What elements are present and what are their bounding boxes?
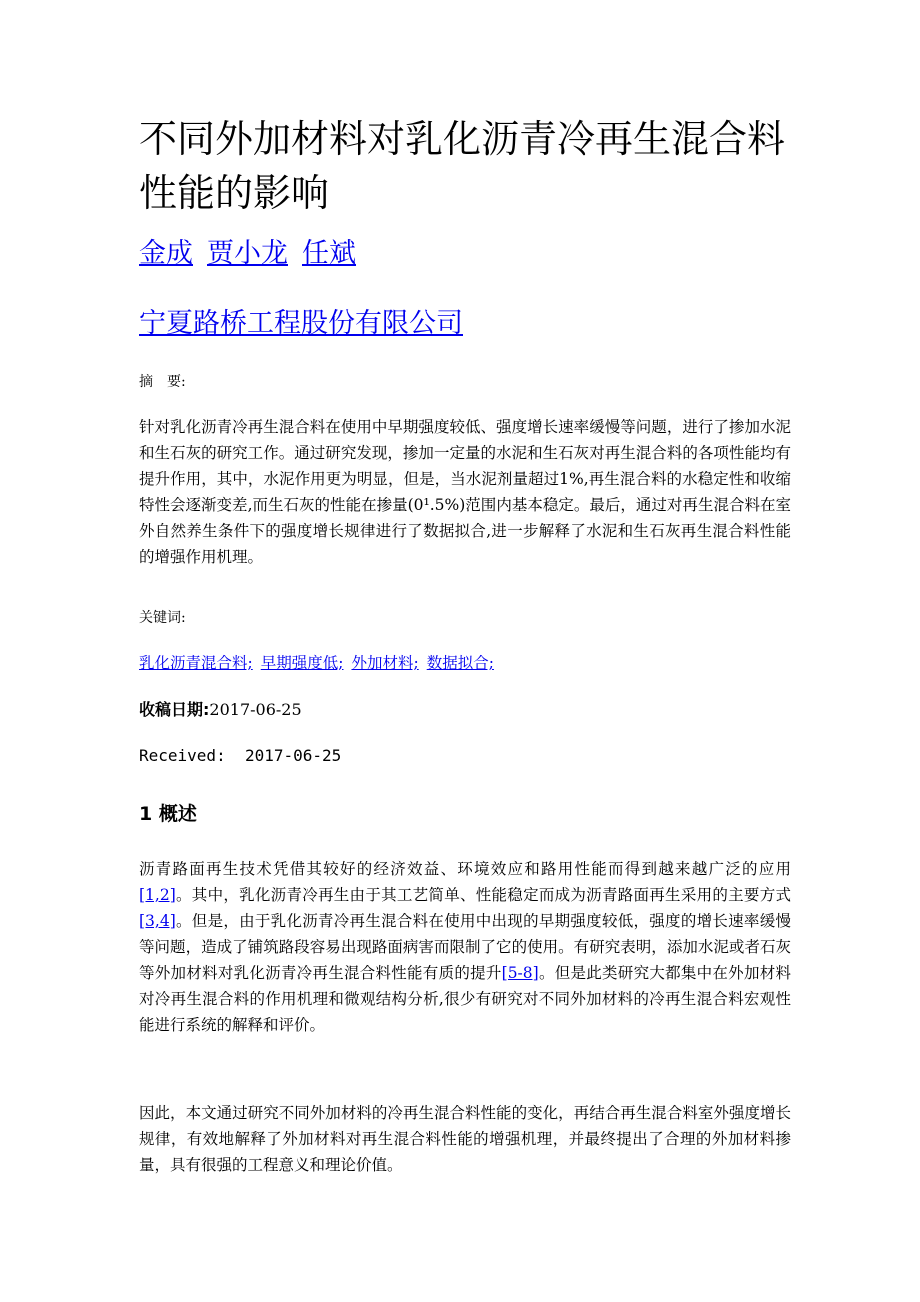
body-paragraph: [139, 856, 791, 1038]
affiliation-link[interactable]: 宁夏路桥工程股份有限公司: [139, 308, 463, 339]
section-heading: 1 概述: [139, 803, 197, 825]
received-date-cn-label: 收稿日期:: [139, 700, 210, 719]
keyword-link[interactable]: 早期强度低;: [260, 654, 344, 672]
citation-link[interactable]: [3,4]: [139, 912, 176, 930]
received-date-en: [139, 744, 341, 768]
article-title: 不同外加材料对乳化沥青冷再生混合料性能的影响: [139, 117, 786, 215]
received-date-cn-value: 2017-06-25: [209, 700, 302, 719]
keywords-label: 关键词:: [139, 610, 186, 626]
keyword-list: [139, 652, 502, 674]
body-paragraph: 因此，本文通过研究不同外加材料的冷再生混合料性能的变化，再结合再生混合料室外强度增长规律，有效地解释了外加材料对再生混合料性能的增强机理，并最终提出了合理的外加材料掺量，具有很强的工程意义和理论价值。: [139, 1104, 791, 1174]
author-list: [139, 236, 370, 272]
received-date-en-value: 2017-06-25: [244, 746, 342, 765]
keyword-link[interactable]: 数据拟合;: [426, 654, 494, 672]
author-link[interactable]: 任斌: [302, 238, 356, 269]
keyword-link[interactable]: 外加材料;: [351, 654, 419, 672]
received-date-en-label: Received:: [139, 746, 226, 765]
paragraph-text: 。但是，由于乳化沥青冷再生混合料在使用中出现的早期强度较低，强度的增长速率缓慢等问题，造成了铺筑路段容易出现路面病害而限制了它的使用。有研究表明，添加水泥或者石灰等外加材料对乳化沥青冷再生混合料性能有质的提升: [139, 912, 791, 982]
paragraph-text: 。其中，乳化沥青冷再生由于其工艺简单、性能稳定而成为沥青路面再生采用的主要方式: [175, 886, 791, 904]
abstract-text: 针对乳化沥青冷再生混合料在使用中早期强度较低、强度增长速率缓慢等问题，进行了掺加水泥和生石灰的研究工作。通过研究发现，掺加一定量的水泥和生石灰对再生混合料的各项性能均有提升作用，其中，水泥作用更为明显，但是，当水泥剂量超过1%,再生混合料的水稳定性和收缩特性会逐渐变差,而生石灰的性能在掺量(0¹.5%)范围内基本稳定。最后，通过对再生混合料在室外自然养生条件下的强度增长规律进行了数据拟合,进一步解释了水泥和生石灰再生混合料性能的增强作用机理。: [139, 418, 791, 566]
affiliation: [139, 306, 463, 342]
author-link[interactable]: 贾小龙: [207, 238, 288, 269]
paragraph-text: 沥青路面再生技术凭借其较好的经济效益、环境效应和路用性能而得到越来越广泛的应用: [139, 860, 791, 878]
author-link[interactable]: 金成: [139, 238, 193, 269]
citation-link[interactable]: [5-8]: [501, 964, 539, 982]
abstract-label: 摘 要:: [139, 374, 186, 390]
received-date-cn: [139, 698, 302, 722]
paragraph-text: 。但是此类研究大都集中在外加材料对冷再生混合料的作用机理和微观结构分析,很少有研究对不同外加材料的冷再生混合料宏观性能进行系统的解释和评价。: [139, 964, 791, 1034]
keyword-link[interactable]: 乳化沥青混合料;: [139, 654, 253, 672]
citation-link[interactable]: [1,2]: [139, 886, 176, 904]
